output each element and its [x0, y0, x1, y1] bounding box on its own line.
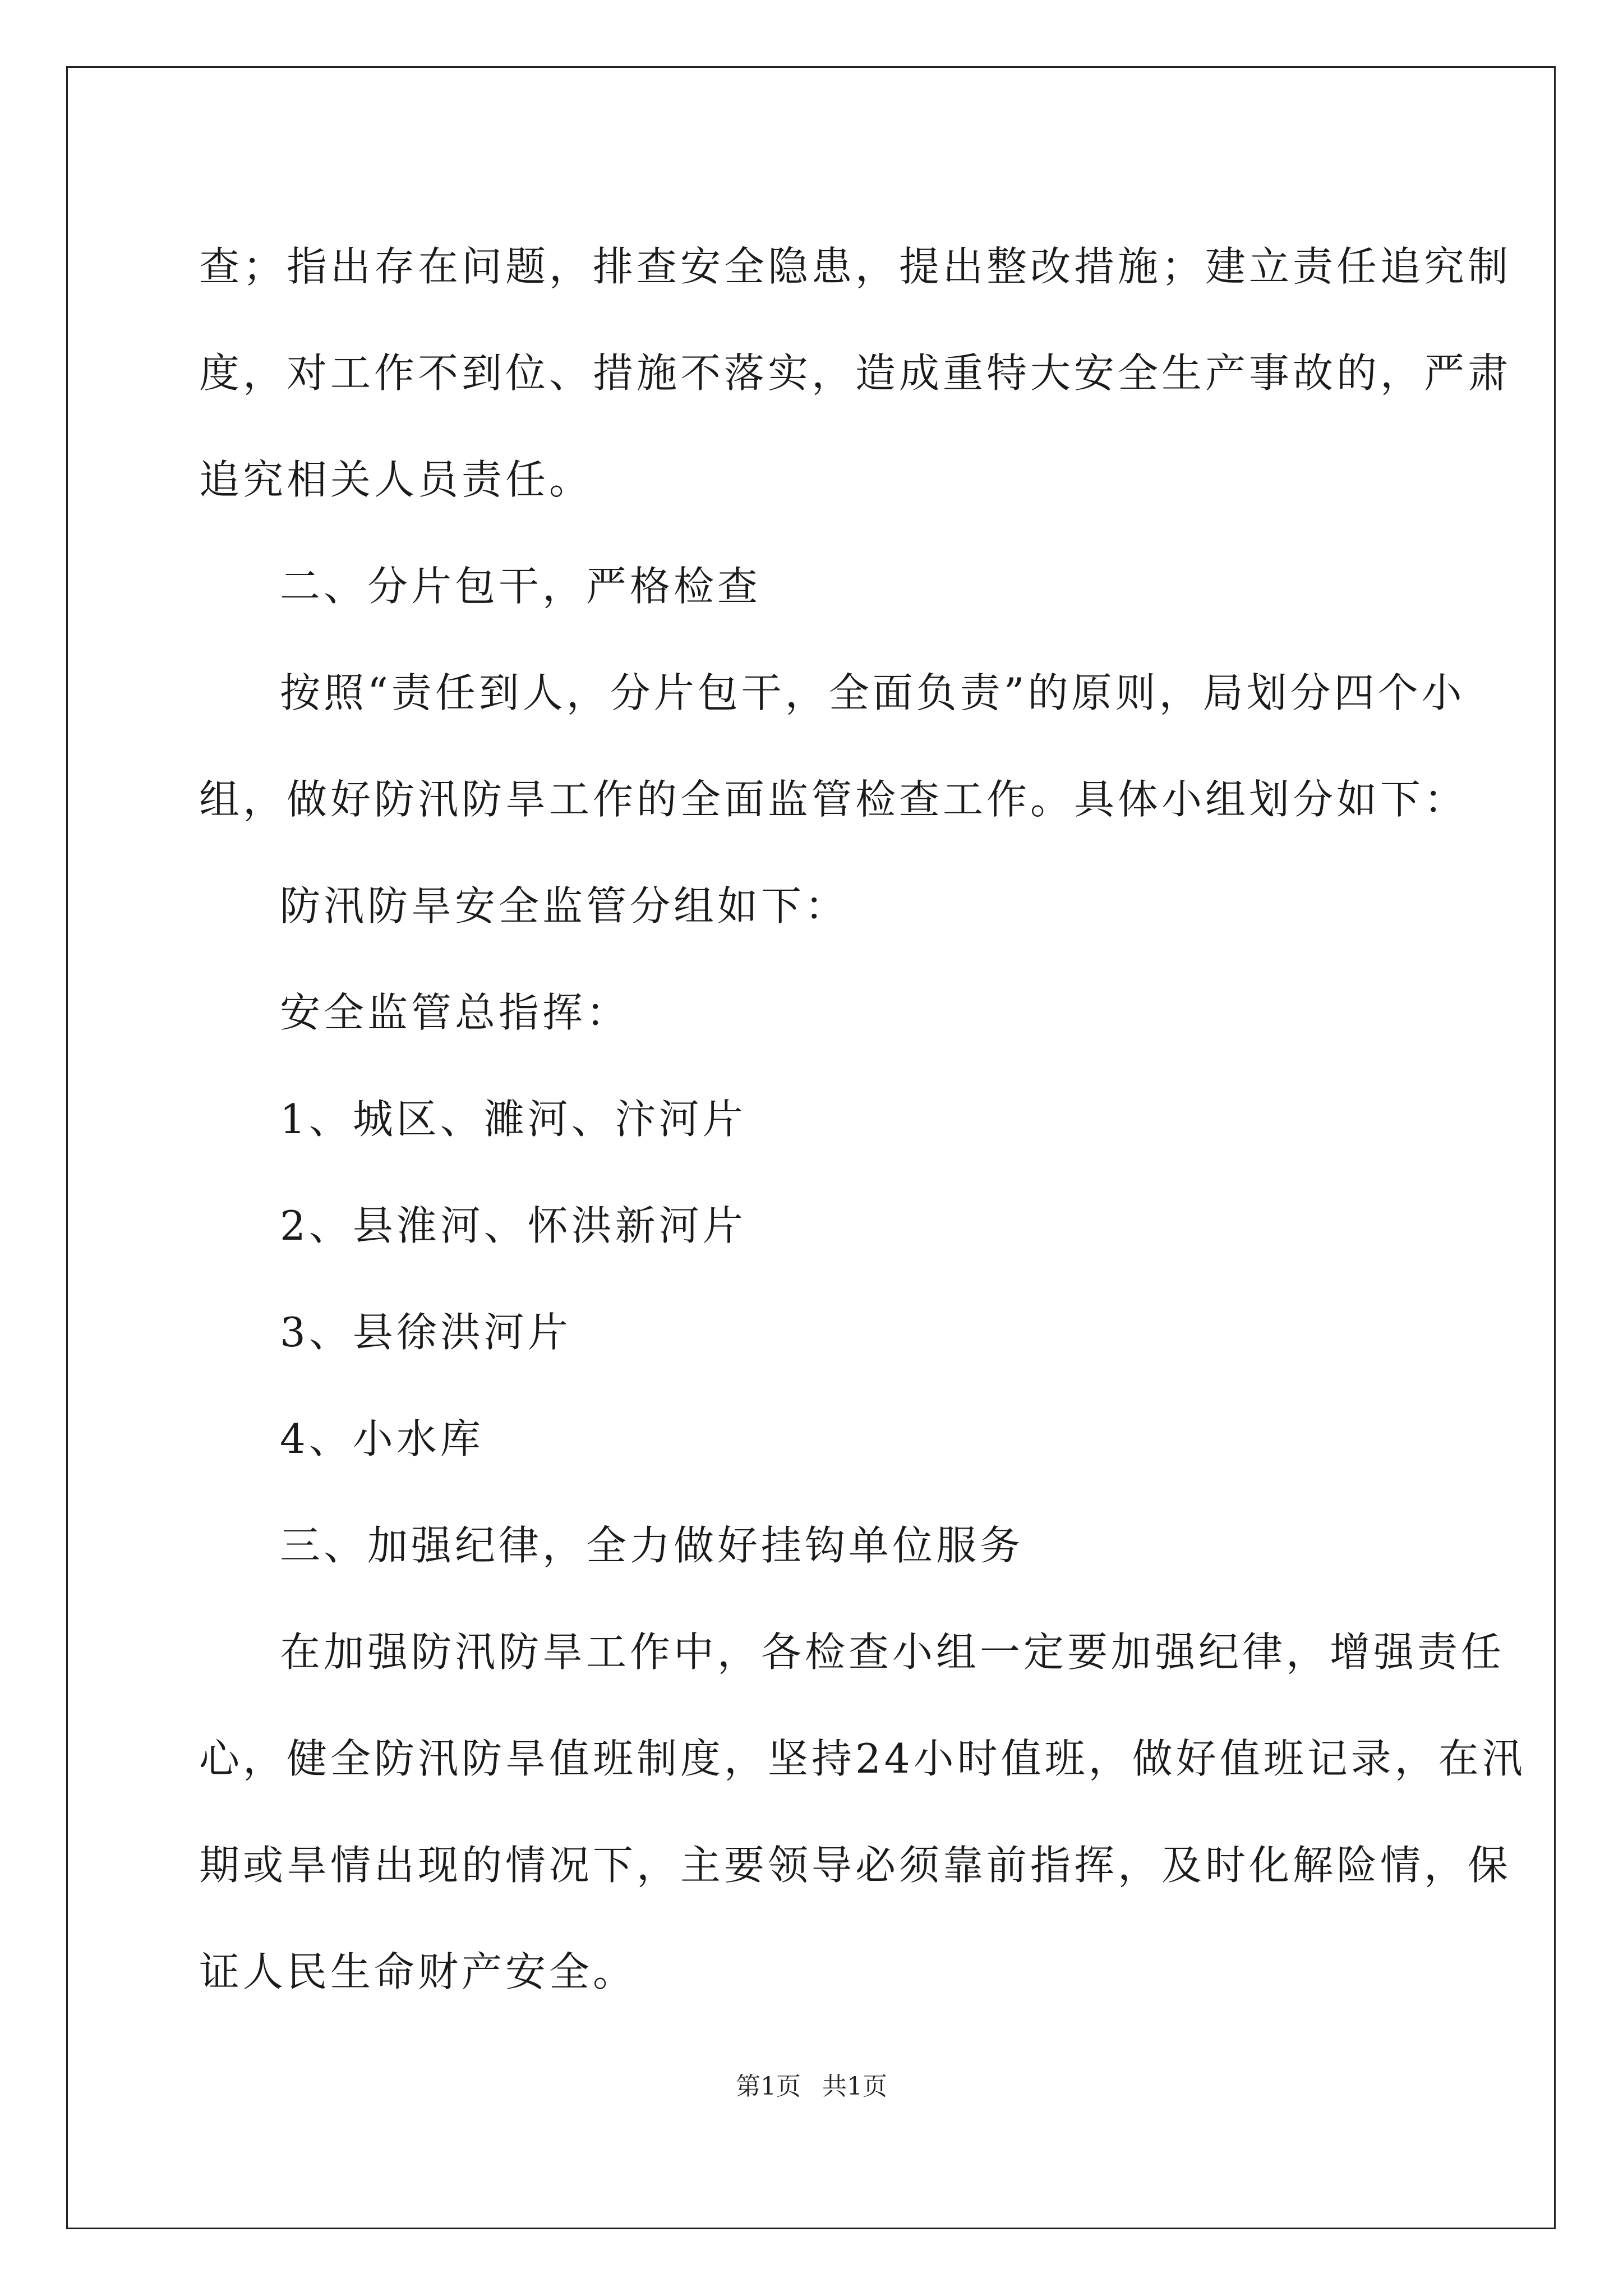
paragraph-line: 安全监管总指挥：	[280, 989, 630, 1036]
page-number-total: 共1页	[822, 2072, 887, 2101]
paragraph-line: 追究相关人员责任。	[199, 456, 593, 503]
list-item: 4、小水库	[280, 1415, 484, 1462]
paragraph-line: 在加强防汛防旱工作中，各检查小组一定要加强纪律，增强责任	[280, 1628, 1505, 1676]
paragraph-line: 防汛防旱安全监管分组如下：	[280, 882, 849, 930]
paragraph-line: 证人民生命财产安全。	[199, 1948, 637, 1995]
document-body	[199, 213, 1526, 2025]
section-heading: 二、分片包干，严格检查	[280, 563, 762, 610]
paragraph-line: 度，对工作不到位、措施不落实，造成重特大安全生产事故的，严肃	[199, 349, 1512, 397]
page-number-current: 第1页	[736, 2072, 801, 2101]
paragraph-line: 心，健全防汛防旱值班制度，坚持24小时值班，做好值班记录，在汛	[199, 1735, 1526, 1782]
list-item: 2、县淮河、怀洪新河片	[280, 1202, 746, 1249]
paragraph-line: 按照“责任到人，分片包干，全面负责”的原则，局划分四个小	[280, 669, 1465, 716]
section-heading: 三、加强纪律，全力做好挂钩单位服务	[280, 1522, 1024, 1569]
paragraph-line: 查；指出存在问题，排查安全隐患，提出整改措施；建立责任追究制	[199, 243, 1512, 290]
list-item: 1、城区、濉河、汴河片	[280, 1096, 746, 1143]
paragraph-line: 组，做好防汛防旱工作的全面监管检查工作。具体小组划分如下：	[199, 776, 1468, 823]
list-item: 3、县徐洪河片	[280, 1309, 571, 1356]
paragraph-line: 期或旱情出现的情况下，主要领导必须靠前指挥，及时化解险情，保	[199, 1842, 1512, 1889]
page-footer	[0, 2070, 1623, 2104]
